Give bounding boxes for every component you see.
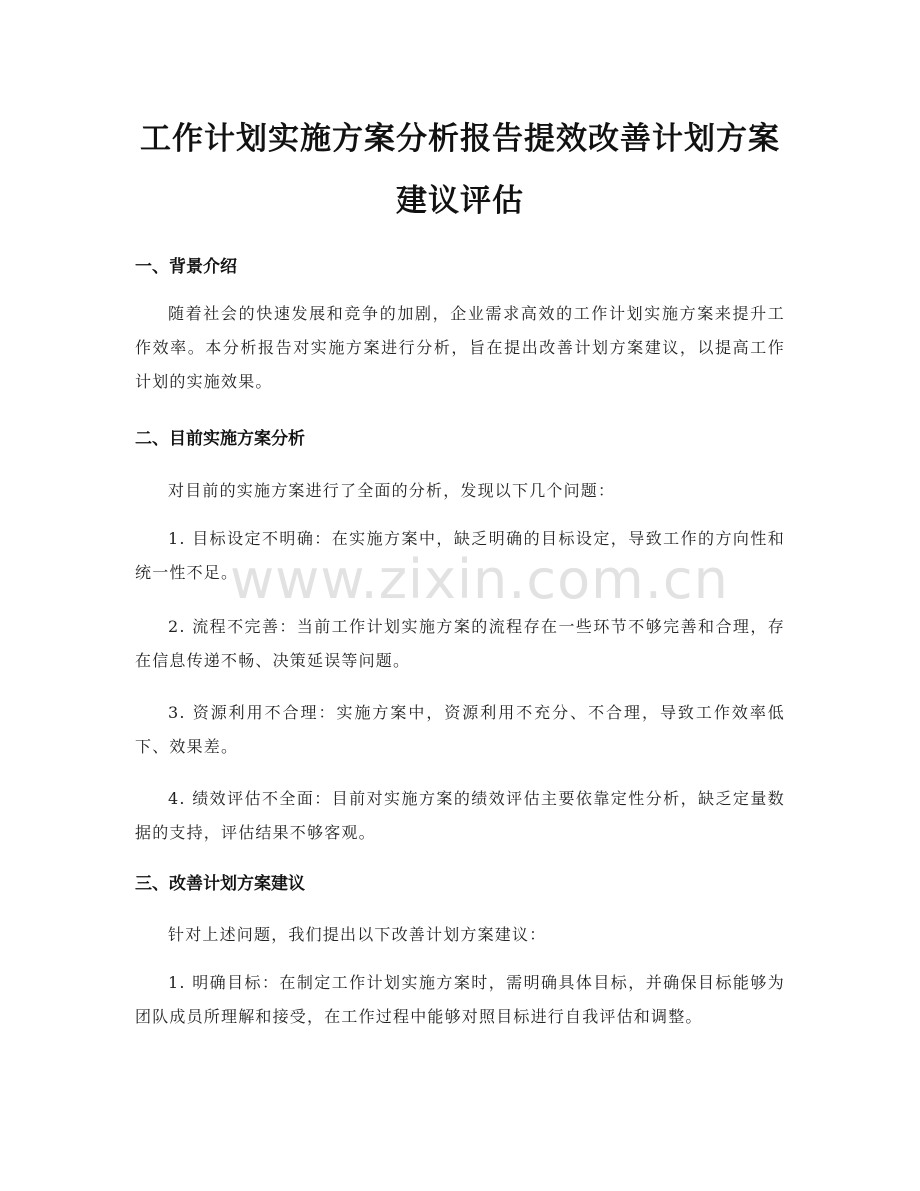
- paragraph-issue-4: 4. 绩效评估不全面：目前对实施方案的绩效评估主要依靠定性分析，缺乏定量数据的支持，评估结果不够客观。: [135, 789, 785, 842]
- watermark-text: www.zixin.com.cn: [230, 548, 729, 611]
- paragraph-issue-3: 3. 资源利用不合理：实施方案中，资源利用不充分、不合理，导致工作效率低下、效果差。: [135, 703, 785, 756]
- section-heading-improvement: 三、改善计划方案建议: [135, 874, 305, 894]
- section-heading-background: 一、背景介绍: [135, 257, 237, 277]
- section-heading-current-analysis: 二、目前实施方案分析: [135, 429, 305, 449]
- paragraph-analysis-intro: 对目前的实施方案进行了全面的分析，发现以下几个问题：: [168, 481, 616, 500]
- document-title: 工作计划实施方案分析报告提效改善计划方案建议评估: [140, 121, 780, 219]
- paragraph-background: 随着社会的快速发展和竞争的加剧，企业需求高效的工作计划实施方案来提升工作效率。本分析报告对实施方案进行分析，旨在提出改善计划方案建议，以提高工作计划的实施效果。: [135, 304, 785, 391]
- paragraph-suggestion-1: 1. 明确目标：在制定工作计划实施方案时，需明确具体目标，并确保目标能够为团队成员所理解和接受，在工作过程中能够对照目标进行自我评估和调整。: [135, 973, 785, 1026]
- paragraph-improvement-intro: 针对上述问题，我们提出以下改善计划方案建议：: [168, 925, 547, 944]
- paragraph-issue-1: 1. 目标设定不明确：在实施方案中，缺乏明确的目标设定，导致工作的方向性和统一性不足。: [135, 529, 785, 582]
- paragraph-issue-2: 2. 流程不完善：当前工作计划实施方案的流程存在一些环节不够完善和合理，存在信息传递不畅、决策延误等问题。: [135, 617, 785, 670]
